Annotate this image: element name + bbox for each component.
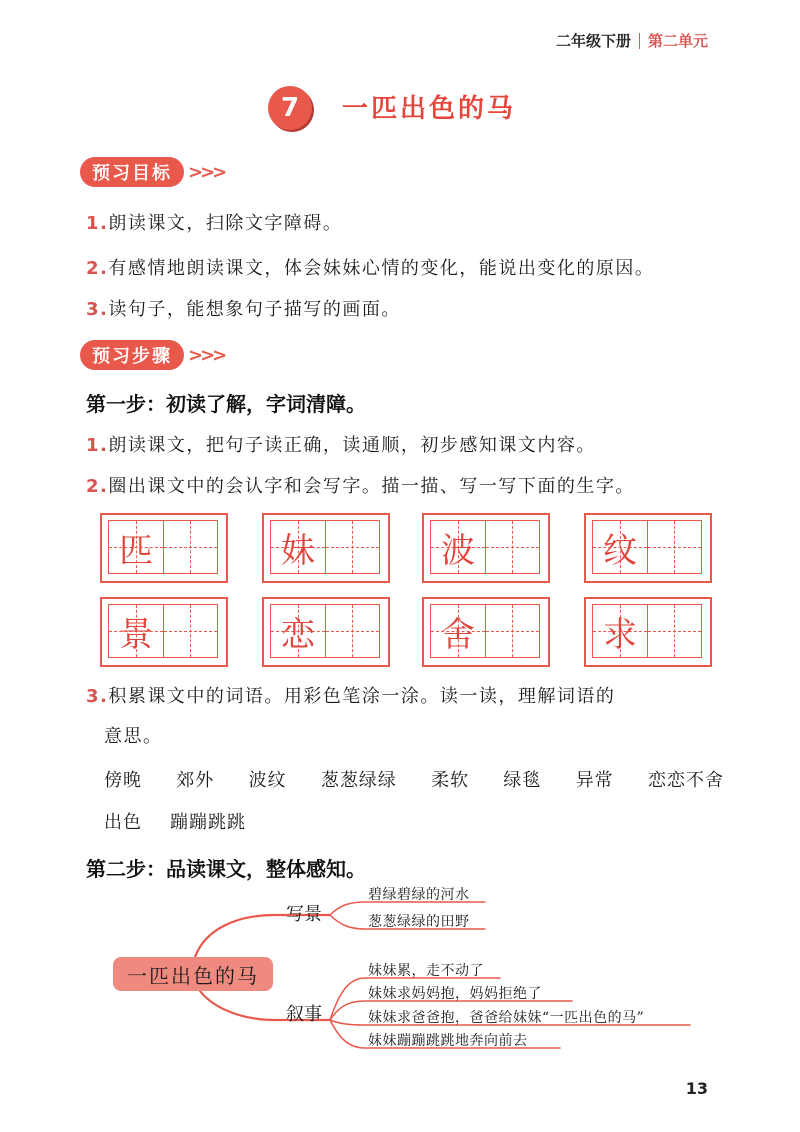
vocab-word[interactable]: 出色 (104, 812, 142, 833)
vocab-word[interactable]: 绿毯 (503, 770, 542, 791)
goal-item-2: 2.有感情地朗读课文，体会妹妹心情的变化，能说出变化的原因。 (86, 258, 655, 279)
mindmap-leaf: 妹妹求妈妈抱，妈妈拒绝了 (368, 986, 542, 1002)
step1-item-3: 3.积累课文中的词语。用彩色笔涂一涂。读一读，理解词语的 (86, 686, 616, 707)
vocab-word[interactable]: 傍晚 (104, 770, 142, 791)
mindmap-leaf: 妹妹累，走不动了 (368, 963, 484, 979)
chevrons-icon: >>> (188, 161, 225, 183)
mindmap-leaf: 葱葱绿绿的田野 (368, 914, 470, 930)
goals-heading-label: 预习目标 (80, 157, 184, 187)
practice-character: 波 (441, 530, 475, 571)
vocab-word[interactable]: 郊外 (176, 770, 215, 791)
mindmap-leaf: 妹妹求爸爸抱，爸爸给妹妹“一匹出色的马” (368, 1010, 645, 1026)
practice-character: 纹 (603, 530, 637, 571)
practice-character: 妹 (281, 530, 315, 571)
vocab-word[interactable]: 蹦蹦跳跳 (170, 812, 246, 833)
vocab-word[interactable]: 柔软 (431, 770, 470, 791)
unit-label: 第二单元 (647, 32, 708, 50)
lesson-number-badge: 7 (268, 86, 312, 130)
mindmap-branch-narrative: 叙事 (286, 1004, 322, 1025)
practice-character: 景 (119, 614, 153, 655)
page-number: 13 (685, 1079, 708, 1098)
practice-character: 舍 (441, 614, 475, 655)
step2-title: 第二步：品读课文，整体感知。 (86, 857, 366, 881)
step1-item-1: 1.朗读课文，把句子读正确，读通顺，初步感知课文内容。 (86, 435, 596, 456)
lesson-title: 一匹出色的马 (342, 94, 517, 124)
step1-item-3-cont: 意思。 (104, 726, 163, 747)
mindmap-branch-scenery: 写景 (286, 904, 322, 925)
step1-title: 第一步：初读了解，字词清障。 (86, 392, 366, 416)
practice-character: 恋 (281, 614, 315, 655)
vocab-word[interactable]: 异常 (575, 770, 614, 791)
grade-label: 二年级下册 (555, 32, 631, 50)
vocab-word[interactable]: 葱葱绿绿 (320, 770, 397, 791)
chevrons-icon: >>> (188, 344, 225, 366)
step1-item-2: 2.圈出课文中的会认字和会写字。描一描、写一写下面的生字。 (86, 476, 635, 497)
mindmap-center-node: 一匹出色的马 (113, 957, 273, 991)
goal-item-3: 3.读句子，能想象句子描写的画面。 (86, 299, 401, 320)
goal-item-1: 1.朗读课文，扫除文字障碍。 (86, 213, 343, 234)
practice-character: 求 (603, 614, 637, 655)
vocab-word[interactable]: 恋恋不舍 (647, 770, 724, 791)
mindmap-leaf: 碧绿碧绿的河水 (368, 887, 470, 903)
steps-heading-label: 预习步骤 (80, 340, 184, 370)
practice-character: 匹 (119, 530, 153, 571)
mindmap-leaf: 妹妹蹦蹦跳跳地奔向前去 (368, 1033, 528, 1049)
vocab-word[interactable]: 波纹 (248, 770, 287, 791)
